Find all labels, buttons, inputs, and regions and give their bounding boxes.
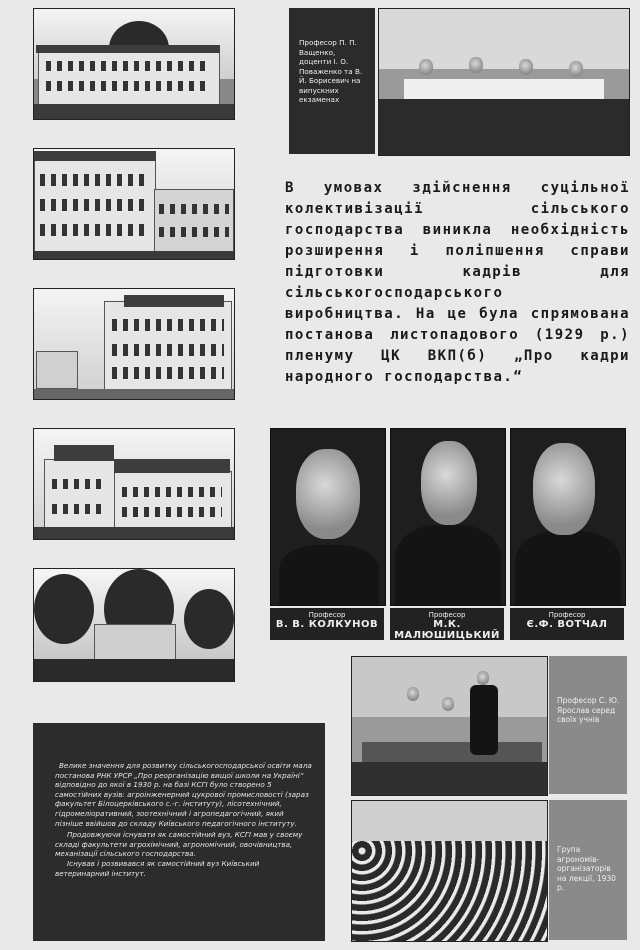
building-photo-3 (33, 288, 235, 400)
portrait-name: Є.Ф. ВОТЧАЛ (526, 619, 608, 630)
name-bar-votchal (510, 608, 624, 640)
building-photo-2 (33, 148, 235, 260)
lecture-caption: Група агрономів-організаторів на лекції, 1930 р. (557, 845, 616, 892)
lab-photo (351, 656, 548, 796)
portrait-title: Професор (308, 611, 346, 619)
name-bar-kolkunov (270, 608, 384, 640)
portrait-name: М.К. МАЛЮШИЦЬКИЙ (394, 619, 500, 641)
portrait-title: Професор (428, 611, 466, 619)
portrait-title: Професор (548, 611, 586, 619)
building-photo-5 (33, 568, 235, 682)
lecture-photo (351, 800, 548, 942)
portrait-name: В. В. КОЛКУНОВ (275, 619, 379, 630)
exam-photo (378, 8, 630, 156)
exam-caption-panel (289, 8, 375, 154)
lecture-caption-panel (549, 800, 627, 940)
history-paragraph-2: Продовжуючи існувати як самостійний вуз, КСГІ мав у своєму складі факультети агрохімічний, агрономічний, овочівництва, механізації сільського господарства. (55, 830, 303, 859)
portrait-votchal (510, 428, 626, 606)
lab-caption-panel (549, 656, 627, 794)
exam-caption: Професор П. П. Ващенко, доценти І. О. Поваженко та В. Й. Борисевич на випускних екзаменах (299, 38, 363, 104)
lab-caption: Професор С. Ю. Ярослав серед своїх учнів (557, 696, 620, 724)
history-textbox (33, 723, 325, 941)
building-photo-1 (33, 8, 235, 120)
history-paragraph-1: Велике значення для розвитку сільськогосподарської освіти мала постанова РНК УРСР „Про реорганізацію вищої школи на Україні“ відповідно до якої в 1930 р. на базі КСГІ було створено 5 самостійних вузів: агроінженерний цукрової промисловості (зараз факультет Білоцерківського с.-г. інституту), лісотехнічний, гідромеліоративний, зоотехнічний і агропедагогічний, який пізніше ввійшов до складу Київського педагогічного інституту. (55, 761, 312, 828)
portrait-malyushytskyi (390, 428, 506, 606)
history-paragraph-3: Існував і розвивався як самостійний вуз Київський ветеринарний інститут. (55, 858, 260, 878)
building-photo-4 (33, 428, 235, 540)
main-heading: В умовах здійснення суцільної колективізації сільського господарства виникла необхідність розширення і поліпшення справи підготовки кадрів для сільськогосподарського виробництва. На це була спрямована постанова листопадового (1929 р.) пленуму ЦК ВКП(б) „Про кадри народного господарства.“ (285, 180, 630, 385)
portrait-kolkunov (270, 428, 386, 606)
name-bar-malyushytskyi (390, 608, 504, 640)
